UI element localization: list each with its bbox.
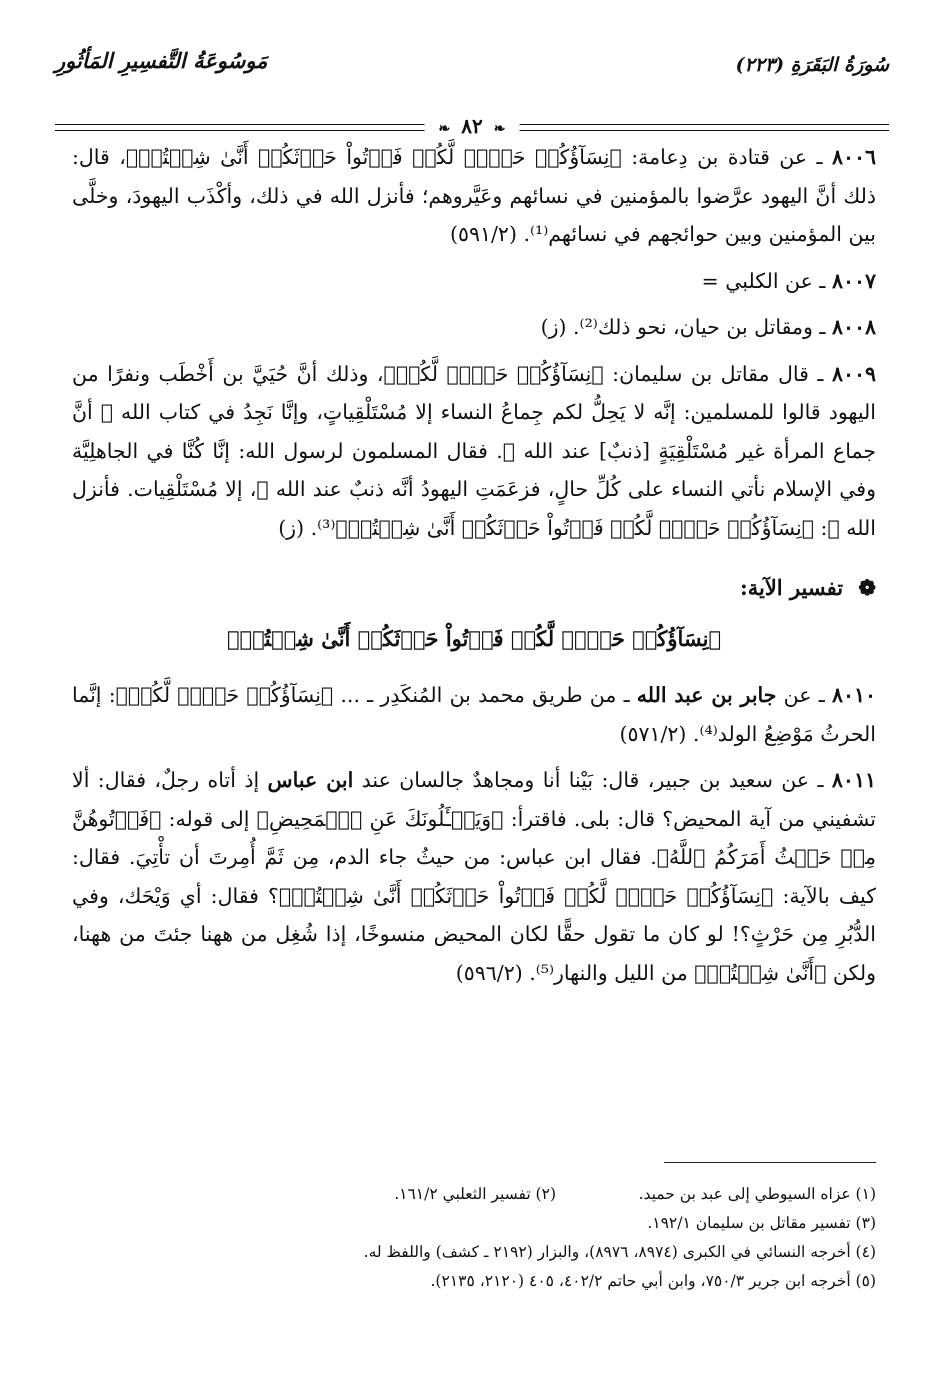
narration-8007	[72, 262, 876, 301]
narration-8009	[72, 355, 876, 548]
footnote-row	[60, 1267, 876, 1296]
narration-text: ـ عن قتادة بن دِعامة: ﴿نِسَآؤُكُمۡ حَرۡثٞ لَّكُمۡ فَأۡتُواْ حَرۡثَكُمۡ أَنَّىٰ شِئۡتُمۡ﴾، قال: ذلك أنَّ اليهود عرَّضوا بالمؤمنين في نسائهم وعَيَّروهم؛ فأنزل الله في ذلك، وأكْذَب اليهودَ، وخلَّى بين المؤمنين وبين حوائجهم في نسائهم⁽¹⁾. (٥٩١/٢)	[72, 145, 876, 246]
header-surah: سُورَةُ البَقَرَةِ (٢٢٣)	[735, 54, 889, 76]
main-text	[72, 138, 876, 1000]
narration-text: ـ من طريق محمد بن المُنكَدِر ـ ... ﴿نِسَآؤُكُمۡ حَرۡثٞ لَّكُمۡ﴾: إنَّما الحرثُ مَوْضِعُ الولد⁽⁴⁾. (٥٧١/٢)	[72, 683, 876, 746]
section-title: تفسير الآية:	[739, 575, 844, 600]
narration-8010	[72, 676, 876, 753]
narration-number: ٨٠٠٧	[831, 268, 876, 293]
narration-text: ـ قال مقاتل بن سليمان: ﴿نِسَآؤُكُمۡ حَرۡثٞ لَّكُمۡ﴾، وذلك أنَّ حُيَيَّ بن أَخْطَب ونفرًا من اليهود قالوا للمسلمين: إنَّه لا يَحِلُّ لكم جِماعُ النساء إلا مُسْتَلْقِياتٍ، وإنَّا نَجِدُ في كتاب الله ﷻ أنَّ جماع المرأة غير مُسْتَلْقِيَةٍ [ذنبٌ] عند الله ﷻ. فقال المسلمون لرسول الله: إنَّا كُنَّا في الجاهلِيَّة وفي الإسلام نأتي النساء على كُلِّ حالٍ، فزعَمَتِ اليهودُ أنَّه ذنبٌ عند الله ﷻ، إلا مُسْتَلْقِيات. فأنزل الله ﷻ: ﴿نِسَآؤُكُمۡ حَرۡثٞ لَّكُمۡ فَأۡتُواْ حَرۡثَكُمۡ أَنَّىٰ شِئۡتُمۡ﴾⁽³⁾. (ز)	[72, 361, 876, 540]
narration-number: ٨٠٠٩	[831, 361, 876, 386]
footnote-row	[60, 1180, 876, 1209]
narration-number: ٨٠٠٦	[831, 145, 876, 169]
footnote-3: (٣) تفسير مقاتل بن سليمان ١٩٢/١.	[647, 1214, 876, 1232]
page-number-value: ٨٢	[461, 114, 483, 138]
ornament-icon: ❧	[438, 121, 451, 137]
narration-prefix: ـ عن سعيد بن جبير، قال: بَيْنا أنا ومجاهدٌ جالسان عند	[353, 768, 824, 792]
narrator-name: جابر بن عبد الله	[636, 683, 777, 707]
narration-text: ـ ومقاتل بن حيان، نحو ذلك⁽²⁾. (ز)	[540, 315, 826, 339]
narration-prefix: ـ عن	[776, 683, 825, 707]
footnote-4: (٤) أخرجه النسائي في الكبرى (٨٩٧٤، ٨٩٧٦)، والبزار (٢١٩٢ ـ كشف) واللفظ له.	[363, 1243, 876, 1261]
footnote-1: (١) عزاه السيوطي إلى عبد بن حميد.	[638, 1185, 876, 1203]
narration-8011	[72, 761, 876, 992]
narrator-name: ابن عباس	[267, 768, 354, 792]
footnote-2: (٢) تفسير الثعلبي ١٦١/٢.	[394, 1185, 556, 1203]
narration-8006	[72, 138, 876, 254]
narration-8008	[72, 308, 876, 347]
narration-text: ـ عن الكلبي =	[701, 268, 826, 293]
footnotes	[60, 1180, 876, 1296]
verse-heading: ﴿نِسَآؤُكُمۡ حَرۡثٞ لَّكُمۡ فَأۡتُواْ حَرۡثَكُمۡ أَنَّىٰ شِئۡتُمۡ﴾	[226, 625, 722, 651]
narration-number: ٨٠١١	[831, 768, 876, 792]
ornament-icon: ❧	[493, 121, 506, 137]
section-heading	[72, 569, 876, 608]
header-book-title: مَوسُوعَةُ التَّفسِيرِ المَأثُورِ	[55, 48, 268, 73]
flower-ornament-icon: ❁	[858, 575, 876, 600]
narration-number: ٨٠١٠	[831, 683, 876, 707]
footnote-row	[60, 1238, 876, 1267]
page-number	[425, 114, 520, 138]
footnote-5: (٥) أخرجه ابن جرير ٧٥٠/٣، وابن أبي حاتم ٤٠٢/٢، ٤٠٥ (٢١٢٠، ٢١٣٥).	[430, 1272, 876, 1290]
narration-text: إذ أتاه رجلٌ، فقال: ألا تشفيني من آية المحيض؟ قال: بلى. فاقترأ: ﴿وَيَسۡـَٔلُونَكَ عَنِ ٱلۡمَحِيضِ﴾ إلى قوله: ﴿فَأۡتُوهُنَّ مِنۡ حَيۡثُ أَمَرَكُمُ ٱللَّهُ﴾. فقال ابن عباس: من حيثُ جاء الدم، مِن ثَمَّ أُمِرتَ أن تأْتِيَ. فقال: كيف بالآية: ﴿نِسَآؤُكُمۡ حَرۡثٞ لَّكُمۡ فَأۡتُواْ حَرۡثَكُمۡ أَنَّىٰ شِئۡتُمۡ﴾؟ فقال: أي وَيْحَك، وفي الدُّبُرِ مِن حَرْثٍ؟! لو كان ما تقول حقًّا لكان المحيض منسوخًا، إذا شُغِل من ههنا جئتَ من ههنا، ولكن ﴿أَنَّىٰ شِئۡتُمۡ﴾ من الليل والنهار⁽⁵⁾. (٥٩٦/٢)	[72, 768, 876, 985]
narration-number: ٨٠٠٨	[831, 315, 876, 339]
page-header	[55, 40, 889, 138]
footnote-separator	[664, 1162, 876, 1163]
footnote-row	[60, 1209, 876, 1238]
